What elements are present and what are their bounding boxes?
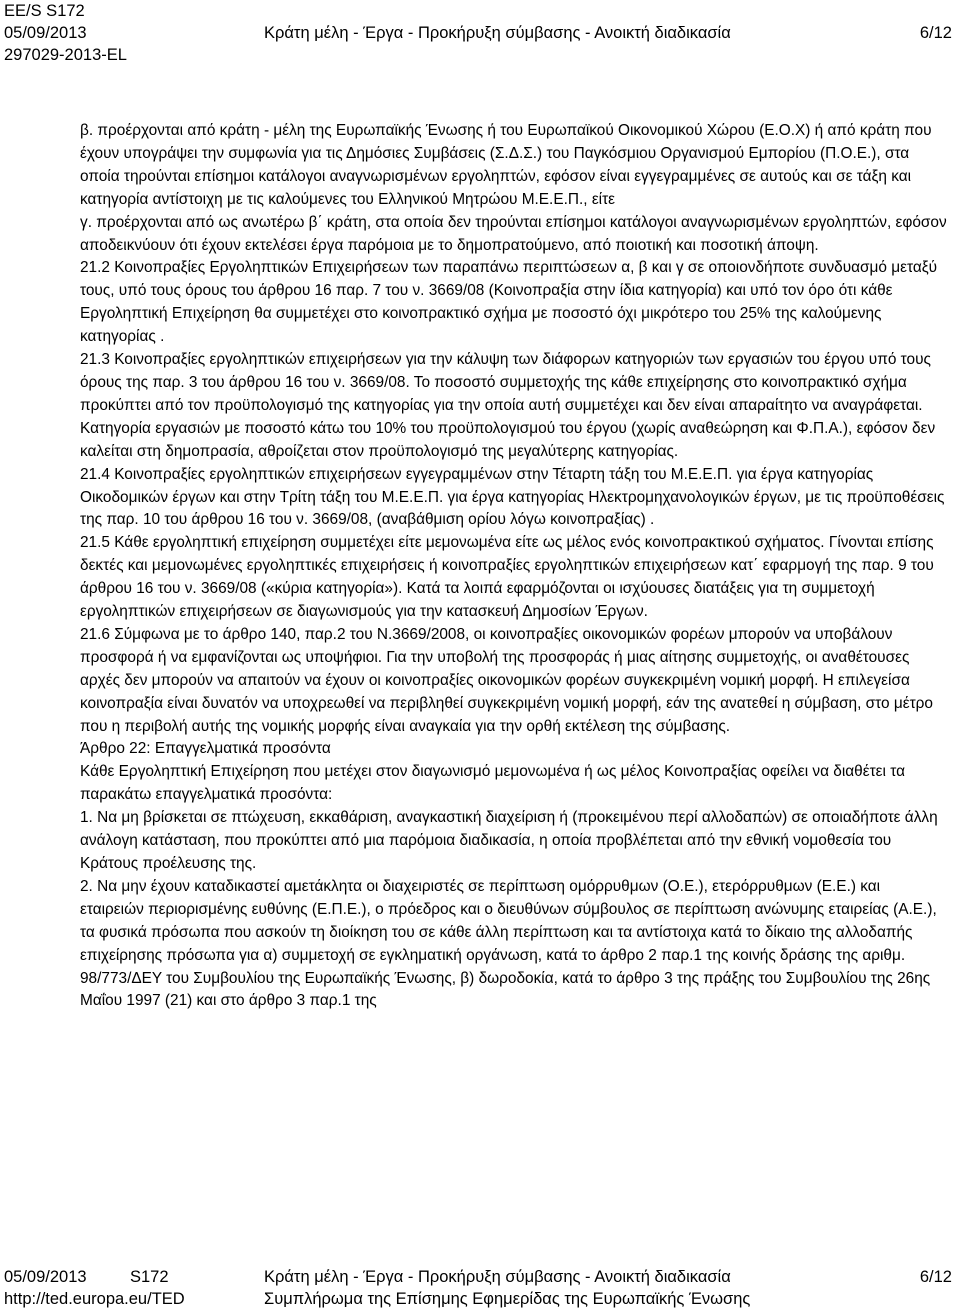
- footer-date: 05/09/2013: [4, 1268, 87, 1286]
- footer-page-number: 6/12: [919, 1268, 952, 1286]
- doc-id: EE/S S172: [4, 2, 85, 20]
- article-22-intro: Κάθε Εργοληπτική Επιχείρηση που μετέχει στον διαγωνισμό μεμονωμένα ή ως μέλος Κοινοπραξίας οφείλει να διαθέτει τα παρακάτω επαγγελματικά προσόντα:: [80, 763, 905, 804]
- footer-title: Κράτη μέλη - Έργα - Προκήρυξη σύμβασης - Ανοικτή διαδικασία: [264, 1268, 731, 1286]
- paragraph-c: γ. προέρχονται από ως ανωτέρω β΄ κράτη, στα οποία δεν τηρούνται επίσημοι κατάλογοι αναγνωρισμένων εργοληπτών, εφόσον αποδεικνύουν ότι έχουν εκτελέσει έργα παρόμοια με το δημοπρατούμενο, από ποιοτική και ποσοτική άποψη.: [80, 213, 947, 254]
- paragraph-21-6: 21.6 Σύμφωνα με το άρθρο 140, παρ.2 του Ν.3669/2008, οι κοινοπραξίες οικονομικών φορέων μπορούν να υποβάλουν προσφορά ή να εμφανίζονται ως υποψήφιοι. Για την υποβολή της προσφοράς ή μιας αίτησης συμμετοχής, οι αναθέτουσες αρχές δεν μπορούν να απαιτούν να έχουν οι κοινοπραξίες οικονομικών φορέων συγκεκριμένη νομική μορφή. Η επιλεγείσα κοινοπραξία είναι δυνατόν να υποχρεωθεί να περιβληθεί συγκεκριμένη νομική μορφή, εάν της ανατεθεί η σύμβαση, στο μέτρο που η περιβολή αυτής της νομικής μορφής είναι αναγκαία για την ορθή εκτέλεση της σύμβασης.: [80, 625, 933, 735]
- footer-line-2: [0, 1288, 960, 1310]
- header-page-number: 6/12: [919, 24, 952, 42]
- paragraph-21-2: 21.2 Κοινοπραξίες Εργοληπτικών Επιχειρήσεων των παραπάνω περιπτώσεων α, β και γ σε οποιονδήποτε συνδυασμό μεταξύ τους, υπό τους όρους του άρθρου 16 παρ. 7 του ν. 3669/08 (Κοινοπραξία στην ίδια κατηγορία) και υπό τον όρο ότι κάθε Εργοληπτική Επιχείρηση θα συμμετέχει στο κοινοπρακτικό σχήμα με ποσοστό όχι μικρότερο του 25% της καλούμενης κατηγορίας .: [80, 259, 938, 346]
- header-date: 05/09/2013: [4, 24, 87, 42]
- article-22-heading: Άρθρο 22: Επαγγελματικά προσόντα: [80, 740, 331, 758]
- qualification-1: 1. Να μη βρίσκεται σε πτώχευση, εκκαθάριση, αναγκαστική διαχείριση ή (προκειμένου περί αλλοδαπών) σε οποιαδήποτε άλλη ανάλογη κατάσταση, που προκύπτει από μια παρόμοια διαδικασία, η οποία προβλέπεται από την εθνική νομοθεσία του Κράτους προέλευσης της.: [80, 809, 938, 872]
- paragraph-21-5: 21.5 Κάθε εργοληπτική επιχείρηση συμμετέχει είτε μεμονωμένα είτε ως μέλος ενός κοινοπρακτικού σχήματος. Γίνονται επίσης δεκτές και μεμονωμένες εργοληπτικές επιχειρήσεις ή κοινοπραξίες εργοληπτικών επιχειρήσεων κατ΄ εφαρμογή της παρ. 9 του άρθρου 16 του ν. 3669/08 («κύρια κατηγορία»). Κατά τα λοιπά εφαρμόζονται οι ισχύουσες διατάξεις για τη συμμετοχή εργοληπτικών επιχειρήσεων σε διαγωνισμούς για την κατασκευή Δημοσίων Έργων.: [80, 534, 934, 621]
- ted-url[interactable]: http://ted.europa.eu/TED: [4, 1290, 185, 1308]
- paragraph-21-4: 21.4 Κοινοπραξίες εργοληπτικών επιχειρήσεων εγγεγραμμένων στην Τέταρτη τάξη του Μ.Ε.Ε.Π. για έργα κατηγορίας Οικοδομικών έργων και στην Τρίτη τάξη του Μ.Ε.Ε.Π. για έργα κατηγορίας Ηλεκτρομηχανολογικών έργων, με τις προϋποθέσεις της παρ. 10 του άρθρου 16 του ν. 3669/08, (αναβάθμιση ορίου λόγω κοινοπραξίας) .: [80, 465, 945, 529]
- page-header: [0, 0, 960, 66]
- paragraph-b: β. προέρχονται από κράτη - μέλη της Ευρωπαϊκής Ένωσης ή του Ευρωπαϊκού Οικονομικού Χώρου (Ε.Ο.Χ) ή από κράτη που έχουν υπογράψει την συμφωνία για τις Δημόσιες Συμβάσεις (Σ.Δ.Σ.) του Παγκόσμιου Οργανισμού Εμπορίου (Π.Ο.Ε.), στα οποία τηρούνται επίσημοι κατάλογοι αναγνωρισμένων εργοληπτών, εφόσον είναι εγγεγραμμένες σε αυτούς και σε τάξη και κατηγορία αντίστοιχη με τις καλούμενες του Ελληνικού Μητρώου Μ.Ε.Ε.Π., είτε: [80, 122, 932, 208]
- paragraph-21-3: 21.3 Κοινοπραξίες εργοληπτικών επιχειρήσεων για την κάλυψη των διάφορων κατηγοριών των εργασιών του έργου υπό τους όρους της παρ. 3 του άρθρου 16 του ν. 3669/08. Το ποσοστό συμμετοχής της κάθε επιχείρησης στο κοινοπρακτικό σχήμα προκύπτει από τον προϋπολογισμό της κατηγορίας για την οποία αυτή συμμετέχει και δεν είναι απαραίτητο να αναγράφεται. Κατηγορία εργασιών με ποσοστό κάτω του 10% του προϋπολογισμού του έργου (χωρίς αναθεώρηση και Φ.Π.Α.), εφόσον δεν καλείται στη δημοπρασία, αθροίζεται στον προϋπολογισμό της μεγαλύτερης κατηγορίας.: [80, 351, 936, 460]
- header-title: Κράτη μέλη - Έργα - Προκήρυξη σύμβασης - Ανοικτή διαδικασία: [264, 24, 731, 42]
- header-line-2: [0, 22, 960, 44]
- page-footer: [0, 1266, 960, 1310]
- document-body: [80, 120, 948, 1013]
- footer-doc-code: S172: [130, 1268, 169, 1286]
- qualification-2: 2. Να μην έχουν καταδικαστεί αμετάκλητα οι διαχειριστές σε περίπτωση ομόρρυθμων (Ο.Ε.), ετερόρρυθμων (Ε.Ε.) και εταιρειών περιορισμένης ευθύνης (Ε.Π.Ε.), ο πρόεδρος και ο διευθύνων σύμβουλος σε περίπτωση ανώνυμης εταιρείας (Α.Ε.), τα φυσικά πρόσωπα που ασκούν τη διοίκηση του σε κάθε άλλη περίπτωση και τα αντίστοιχα κατά το δίκαιο της αλλοδαπής επιχείρησης πρόσωπα για α) συμμετοχή σε εγκληματική οργάνωση, κατά το άρθρο 2 παρ.1 της κοινής δράσης της αριθμ. 98/773/ΔΕΥ του Συμβουλίου της Ευρωπαϊκής Ένωσης, β) δωροδοκία, κατά το άρθρο 3 της πράξης του Συμβουλίου της 26ης Μαΐου 1997 (21) και στο άρθρο 3 παρ.1 της: [80, 877, 937, 1010]
- notice-number: 297029-2013-EL: [4, 46, 127, 64]
- journal-publication: Συμπλήρωμα της Επίσημης Εφημερίδας της Ευρωπαϊκής Ένωσης: [264, 1290, 751, 1308]
- header-line-1: [0, 0, 960, 22]
- header-line-3: [0, 44, 960, 66]
- footer-line-1: [0, 1266, 960, 1288]
